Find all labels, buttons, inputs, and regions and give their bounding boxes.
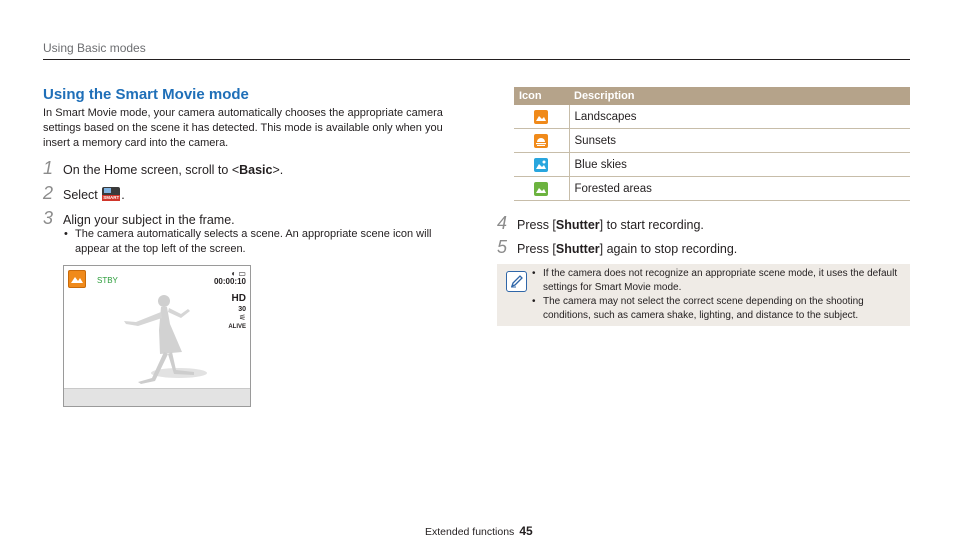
step-text: Press [Shutter] again to stop recording. (517, 242, 738, 256)
step-text: Press [Shutter] to start recording. (517, 218, 704, 232)
step-5 (497, 237, 737, 258)
footer-label: Extended functions (425, 526, 515, 538)
step-text: Select SMART . (63, 188, 125, 202)
dancer-silhouette (64, 266, 250, 406)
step-number: 1 (43, 158, 54, 178)
note-box (497, 264, 910, 326)
battery-icon: ◐ ▭ (231, 269, 246, 278)
screen-bottom-bar (64, 388, 250, 406)
row-description: Landscapes (569, 105, 910, 129)
page-footer (425, 524, 533, 538)
table-row (514, 105, 910, 129)
row-description: Sunsets (569, 129, 910, 153)
page-number: 45 (519, 524, 533, 538)
note-item: • The camera may not select the correct scene depending on the shooting conditions, such as camera shake, lighting, and distance to the subject. (532, 295, 902, 323)
note-item: • If the camera does not recognize an appropriate scene mode, it uses the default settings for Smart Movie mode. (532, 267, 902, 295)
header-rule (43, 59, 910, 60)
camera-screen-illustration (63, 265, 251, 407)
intro-paragraph: In Smart Movie mode, your camera automatically chooses the appropriate camera settings based on the scene it has detected. This mode is available only when you insert a memory card into the camera. (43, 107, 443, 149)
voice-mute-icon: ⚟ (238, 313, 246, 322)
row-description: Forested areas (569, 177, 910, 201)
step-text: On the Home screen, scroll to <Basic>. (63, 163, 284, 177)
step-3-bullet: • The camera automatically selects a scene. An appropriate scene icon will appear at the top left of the screen. (64, 228, 432, 255)
frame-rate-indicator: 30 (238, 306, 246, 313)
standby-indicator: STBY (97, 276, 118, 285)
note-pencil-icon (506, 271, 527, 292)
row-description: Blue skies (569, 153, 910, 177)
running-header: Using Basic modes (43, 41, 146, 55)
step-1 (43, 158, 283, 179)
recording-timer: 00:00:10 (213, 277, 246, 286)
header-description: Description (569, 87, 910, 105)
table-row (514, 177, 910, 201)
note-list (532, 267, 902, 323)
step-number: 2 (43, 183, 54, 203)
section-title: Using the Smart Movie mode (43, 86, 249, 103)
step-2 (43, 183, 125, 204)
sunset-icon (534, 134, 548, 148)
step-number: 3 (43, 208, 54, 228)
blue-sky-icon (534, 158, 548, 172)
step-4 (497, 213, 704, 234)
step-3 (43, 208, 235, 229)
step-number: 5 (497, 237, 508, 257)
table-row (514, 153, 910, 177)
step-text: Align your subject in the frame. (63, 213, 235, 227)
step-number: 4 (497, 213, 508, 233)
forest-icon (534, 182, 548, 196)
quality-indicator: HD (231, 293, 246, 304)
landscape-icon (534, 110, 548, 124)
stabilizer-indicator: ALIVE (228, 324, 246, 330)
table-row (514, 129, 910, 153)
smart-movie-icon: SMART (102, 187, 120, 201)
table-header-row (514, 87, 910, 105)
scene-icon-table (514, 87, 910, 201)
header-icon: Icon (514, 87, 569, 105)
